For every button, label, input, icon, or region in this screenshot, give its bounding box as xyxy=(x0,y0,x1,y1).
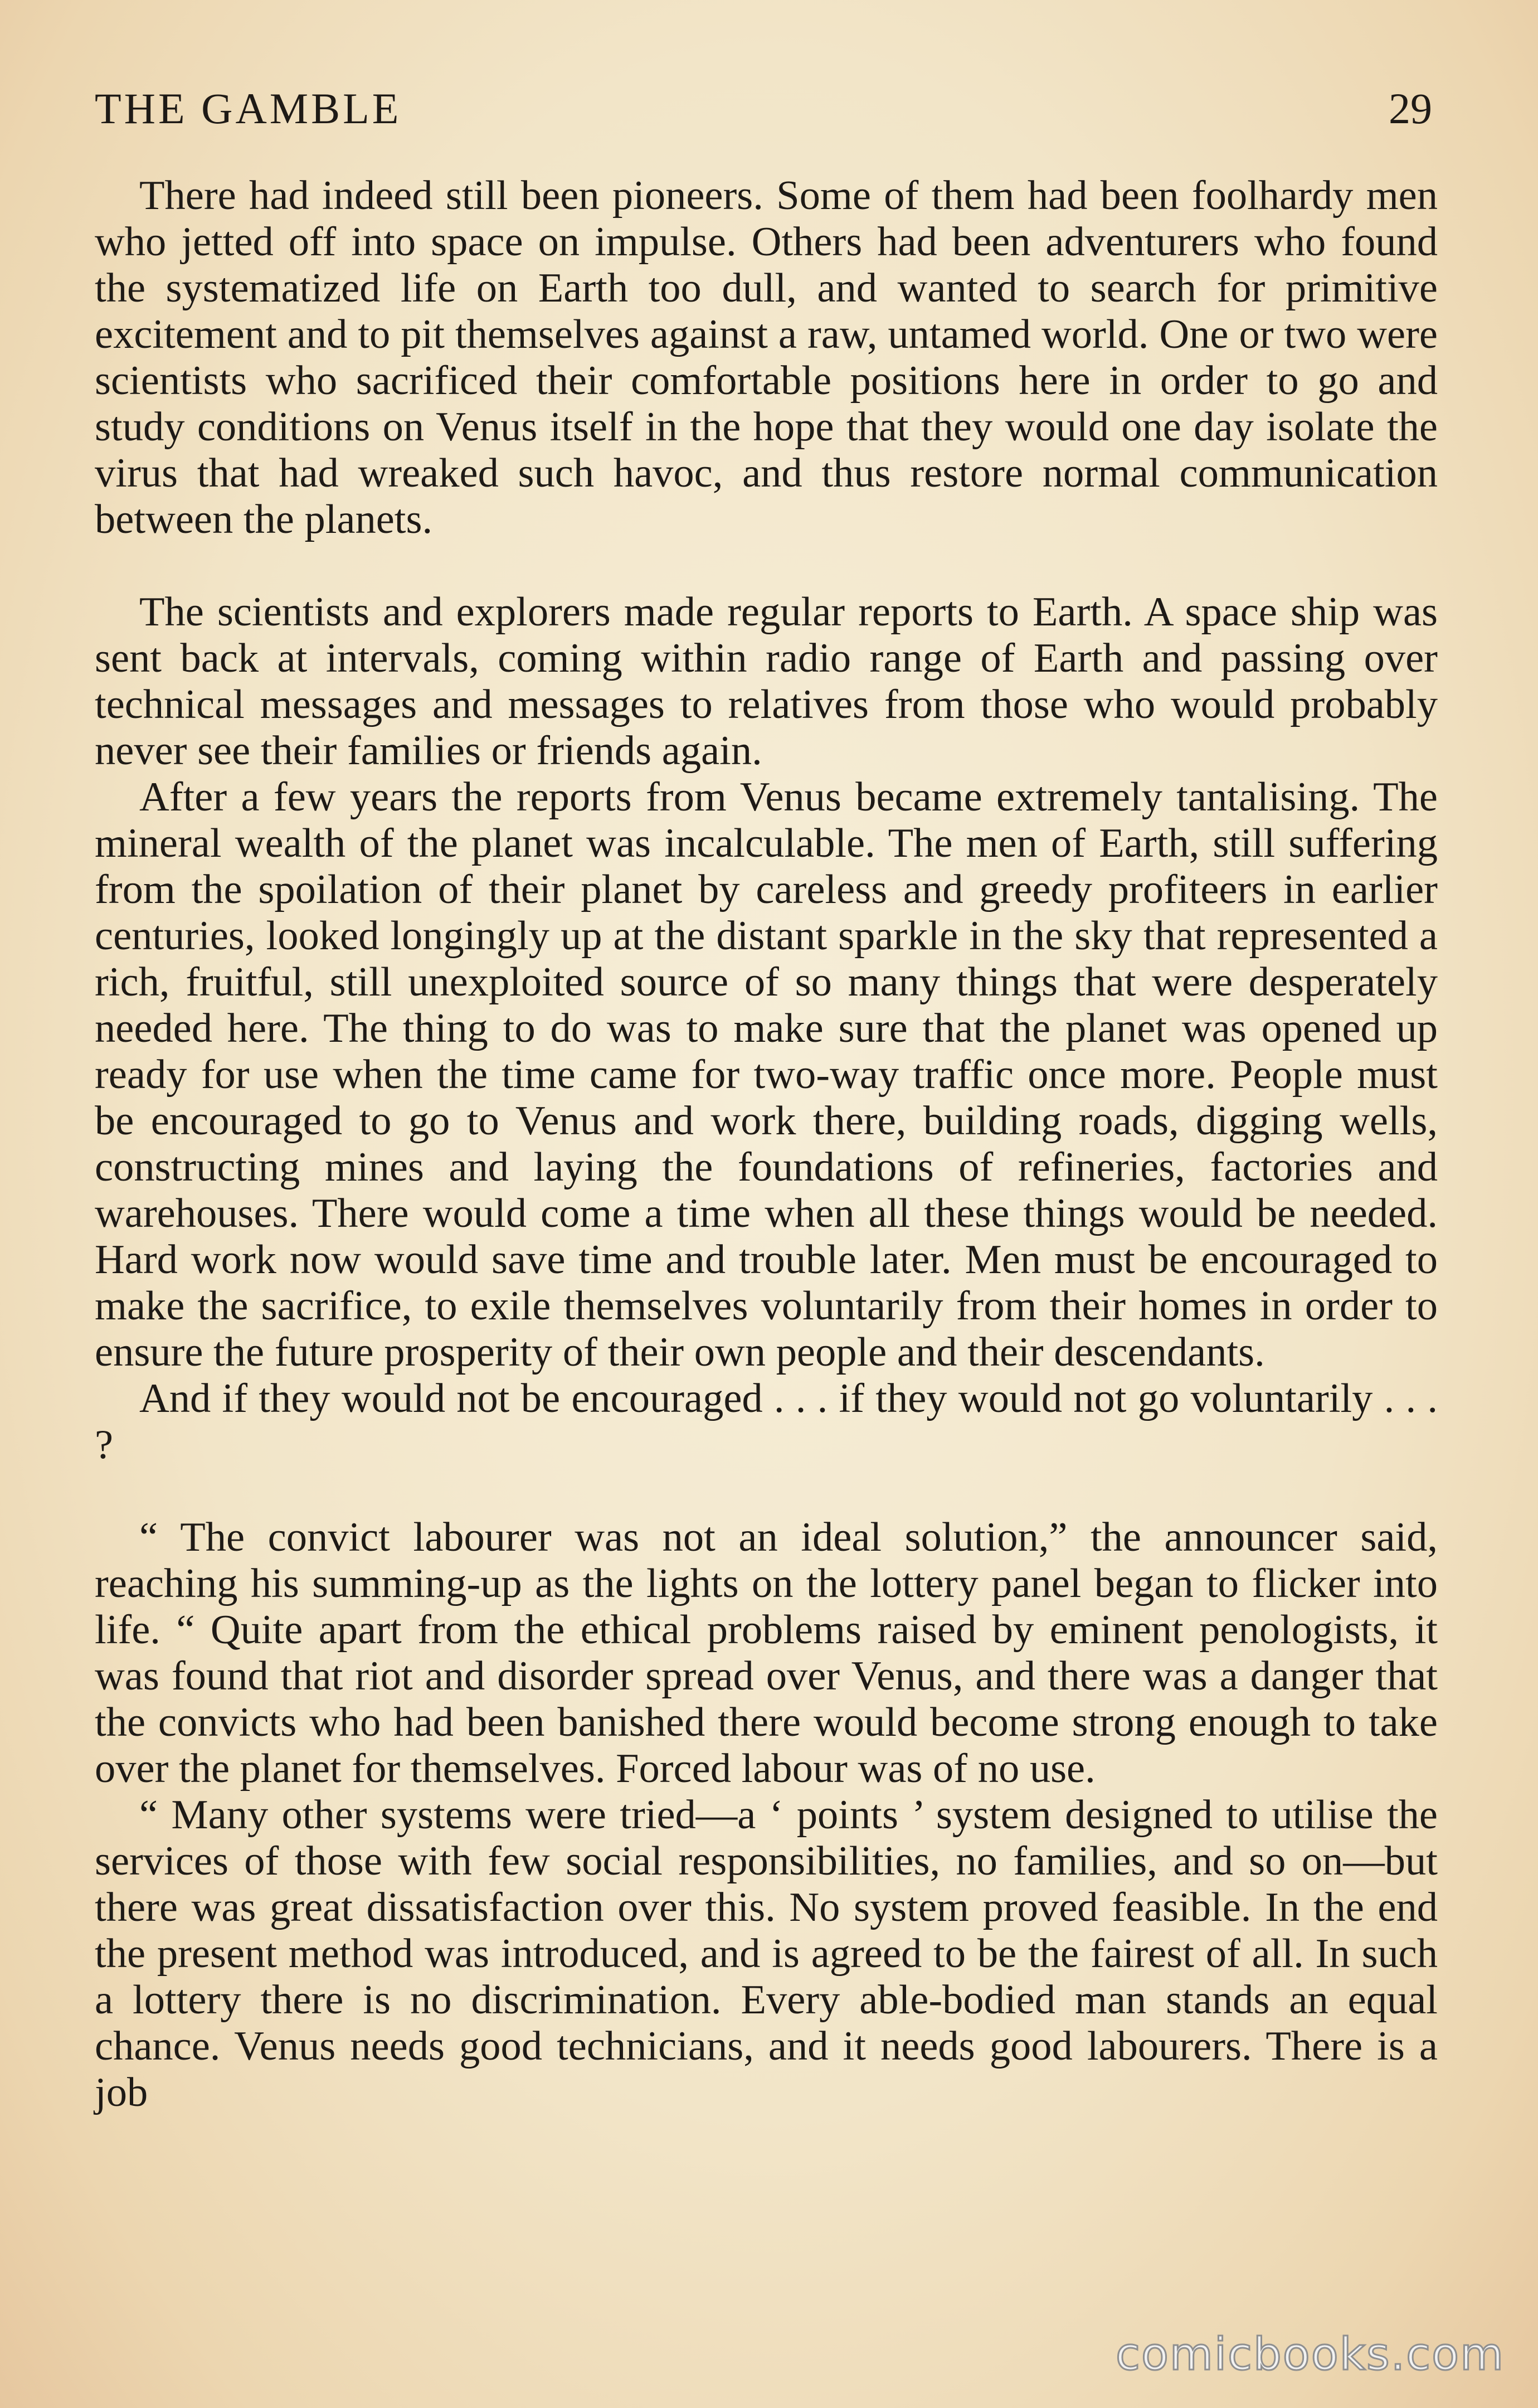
watermark-logo: comicbooks.com xyxy=(1115,2328,1505,2380)
paragraph-reports: The scientists and explorers made regular reports to Earth. A space ship was sent back at intervals, coming within radio range of Earth and passing over technical messages and messages to relatives from those who would probably never see their families or friends again. xyxy=(95,589,1438,774)
paragraph-other-systems: “ Many other systems were tried—a ‘ points ’ system designed to utilise the services of those with few social responsibilities, no families, and so on—but there was great dissatisfaction over this. No system proved feasible. In the end the present method was introduced, and is agreed to be the fairest of all. In such a lottery there is no discrimination. Every able-bodied man stands an equal chance. Venus needs good technicians, and it needs good labourers. There is a job xyxy=(95,1792,1438,2115)
page-number: 29 xyxy=(1389,84,1432,133)
paragraph-voluntarily: And if they would not be encouraged . . . if they would not go voluntarily . . . ? xyxy=(95,1376,1438,1468)
body-text xyxy=(95,173,1438,2116)
book-page xyxy=(95,84,1438,2347)
paragraph-pioneers: There had indeed still been pioneers. Some of them had been foolhardy men who jetted off into space on impulse. Others had been adventurers who found the systematized life on Earth too dull, and wanted to search for primitive excitement and to pit themselves against a raw, untamed world. One or two were scientists who sacrificed their comfortable positions here in order to go and study conditions on Venus itself in the hope that they would one day isolate the virus that had wreaked such havoc, and thus restore normal communication between the planets. xyxy=(95,173,1438,542)
running-head xyxy=(95,84,1438,145)
chapter-title: THE GAMBLE xyxy=(95,84,402,133)
paragraph-venus-wealth: After a few years the reports from Venus became extremely tantalising. The mineral wealth of the planet was incalculable. The men of Earth, still suffering from the spoilation of their planet by careless and greedy profiteers in earlier centuries, looked longingly up at the distant sparkle in the sky that represented a rich, fruitful, still unexploited source of so many things that were desperately needed here. The thing to do was to make sure that the planet was opened up ready for use when the time came for two-way traffic once more. People must be encouraged to go to Venus and work there, building roads, digging wells, constructing mines and laying the foundations of refineries, factories and warehouses. There would come a time when all these things would be needed. Hard work now would save time and trouble later. Men must be encouraged to make the sacrifice, to exile themselves voluntarily from their homes in order to ensure the future prosperity of their own people and their descendants. xyxy=(95,774,1438,1375)
paragraph-convict-labourer: “ The convict labourer was not an ideal solution,” the announcer said, reaching his summing-up as the lights on the lottery panel began to flicker into life. “ Quite apart from the ethical problems raised by eminent penologists, it was found that riot and disorder spread over Venus, and there was a danger that the convicts who had been banished there would become strong enough to take over the planet for themselves. Forced labour was of no use. xyxy=(95,1514,1438,1792)
